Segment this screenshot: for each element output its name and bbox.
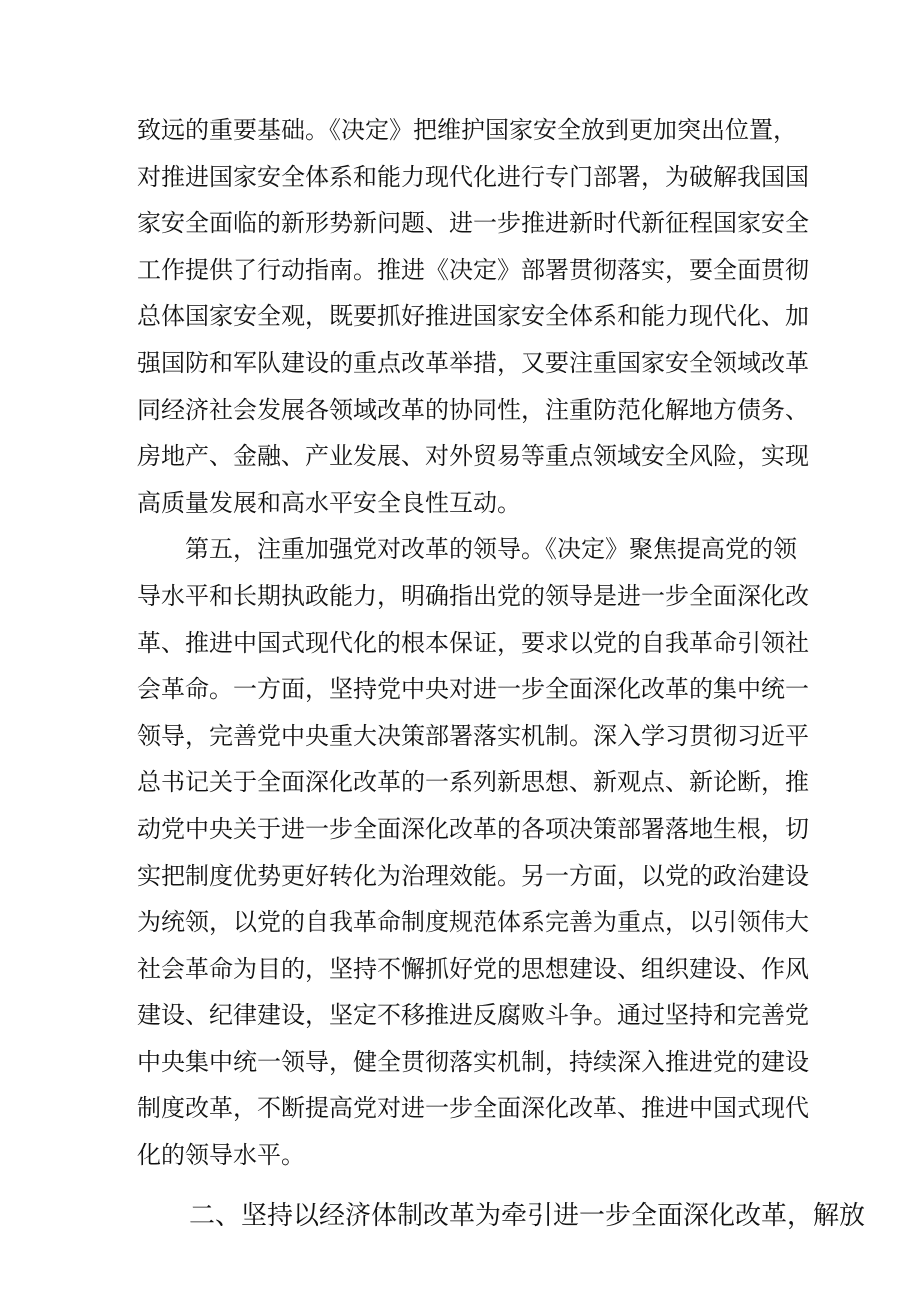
text-line: 高质量发展和高水平安全良性互动。: [137, 488, 521, 517]
text-line: 对推进国家安全体系和能力现代化进行专门部署，为破解我国国: [137, 162, 809, 191]
text-line: 实把制度优势更好转化为治理效能。另一方面，以党的政治建设: [137, 861, 809, 890]
text-line: 第五，注重加强党对改革的领导。《决定》聚焦提高党的领: [185, 535, 797, 564]
text-line: 制度改革，不断提高党对进一步全面深化改革、推进中国式现代: [137, 1094, 809, 1123]
text-line: 为统领，以党的自我革命制度规范体系完善为重点，以引领伟大: [137, 908, 809, 937]
text-line: 房地产、金融、产业发展、对外贸易等重点领域安全风险，实现: [137, 442, 809, 471]
text-line: 领导，完善党中央重大决策部署落实机制。深入学习贯彻习近平: [137, 721, 809, 750]
text-line: 工作提供了行动指南。推进《决定》部署贯彻落实，要全面贯彻: [137, 255, 809, 284]
paragraph-party-leadership: [137, 526, 809, 1178]
text-line: 致远的重要基础。《决定》把维护国家安全放到更加突出位置，: [137, 116, 797, 144]
text-line: 同经济社会发展各领域改革的协同性，注重防范化解地方债务、: [137, 395, 809, 424]
text-line: 导水平和长期执政能力，明确指出党的领导是进一步全面深化改: [137, 581, 809, 610]
text-line: 会革命。一方面，坚持党中央对进一步全面深化改革的集中统一: [137, 675, 809, 704]
text-line: 社会革命为目的，坚持不懈抓好党的思想建设、组织建设、作风: [137, 954, 809, 983]
text-line: 中央集中统一领导，健全贯彻落实机制，持续深入推进党的建设: [137, 1047, 809, 1076]
text-line: 化的领导水平。: [137, 1141, 305, 1170]
text-line: 动党中央关于进一步全面深化改革的各项决策部署落地生根，切: [137, 814, 809, 843]
text-line: 总书记关于全面深化改革的一系列新思想、新观点、新论断，推: [137, 768, 809, 797]
text-line: 家安全面临的新形势新问题、进一步推进新时代新征程国家安全: [137, 209, 809, 238]
paragraph-national-security: [137, 107, 809, 526]
text-line: 革、推进中国式现代化的根本保证，要求以党的自我革命引领社: [137, 628, 809, 657]
document-page: [137, 107, 866, 1241]
text-line: 强国防和军队建设的重点改革举措，又要注重国家安全领域改革: [137, 348, 809, 377]
text-line: 建设、纪律建设，坚定不移推进反腐败斗争。通过坚持和完善党: [137, 1001, 809, 1030]
text-line: 总体国家安全观，既要抓好推进国家安全体系和能力现代化、加: [137, 302, 809, 331]
section-heading: 二、坚持以经济体制改革为牵引进一步全面深化改革，解放: [189, 1200, 866, 1231]
